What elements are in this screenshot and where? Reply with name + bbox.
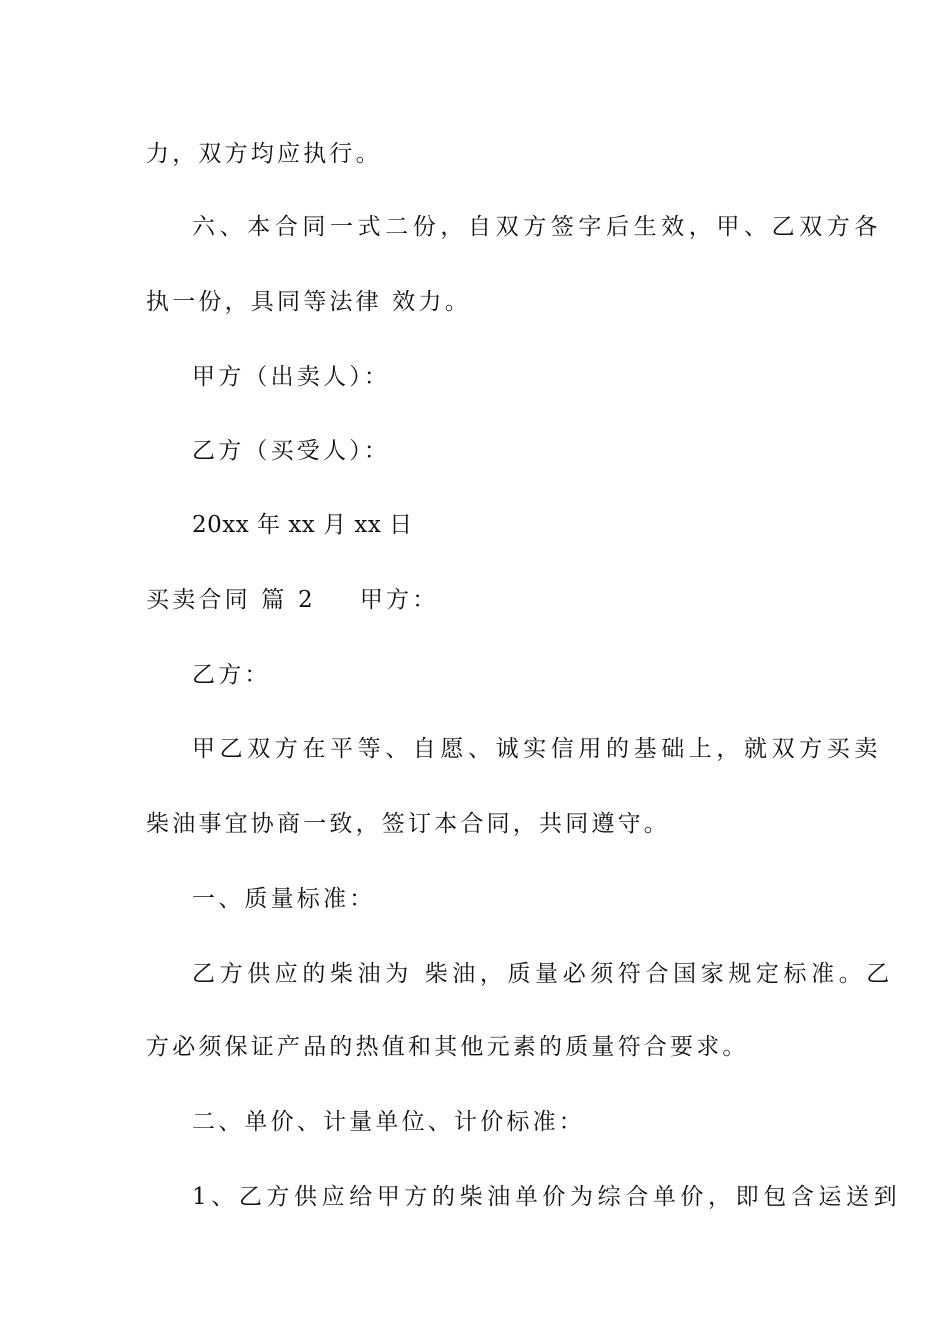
contract-heading: 买卖合同 篇 2 (146, 587, 316, 613)
paragraph-line: 1、乙方供应给甲方的柴油单价为综合单价，即包含运送到 (192, 1184, 902, 1210)
clause-heading: 一、质量标准： (192, 886, 376, 912)
section-heading-row (146, 586, 438, 614)
signature-date: 20xx 年 xx 月 xx 日 (192, 512, 413, 538)
clause-heading: 二、单价、计量单位、计价标准： (192, 1109, 585, 1135)
party-a-label: 甲方： (359, 587, 439, 613)
paragraph-line: 力，双方均应执行。 (146, 141, 382, 167)
paragraph-line: 柴油事宜协商一致，签订本合同，共同遵守。 (146, 811, 670, 837)
paragraph-line: 乙方供应的柴油为 柴油，质量必须符合国家规定标准。乙 (192, 961, 894, 987)
paragraph-line: 执一份，具同等法律 效力。 (146, 289, 471, 315)
paragraph-line: 六、本合同一式二份，自双方签字后生效，甲、乙双方各 (192, 214, 882, 240)
paragraph-line: 甲乙双方在平等、自愿、诚实信用的基础上，就双方买卖 (192, 736, 882, 762)
paragraph-line: 方必须保证产品的热值和其他元素的质量符合要求。 (146, 1034, 749, 1060)
party-b-label: 乙方： (192, 662, 271, 688)
signature-party-b: 乙方（买受人）： (192, 438, 391, 464)
signature-party-a: 甲方（出卖人）： (192, 364, 391, 390)
